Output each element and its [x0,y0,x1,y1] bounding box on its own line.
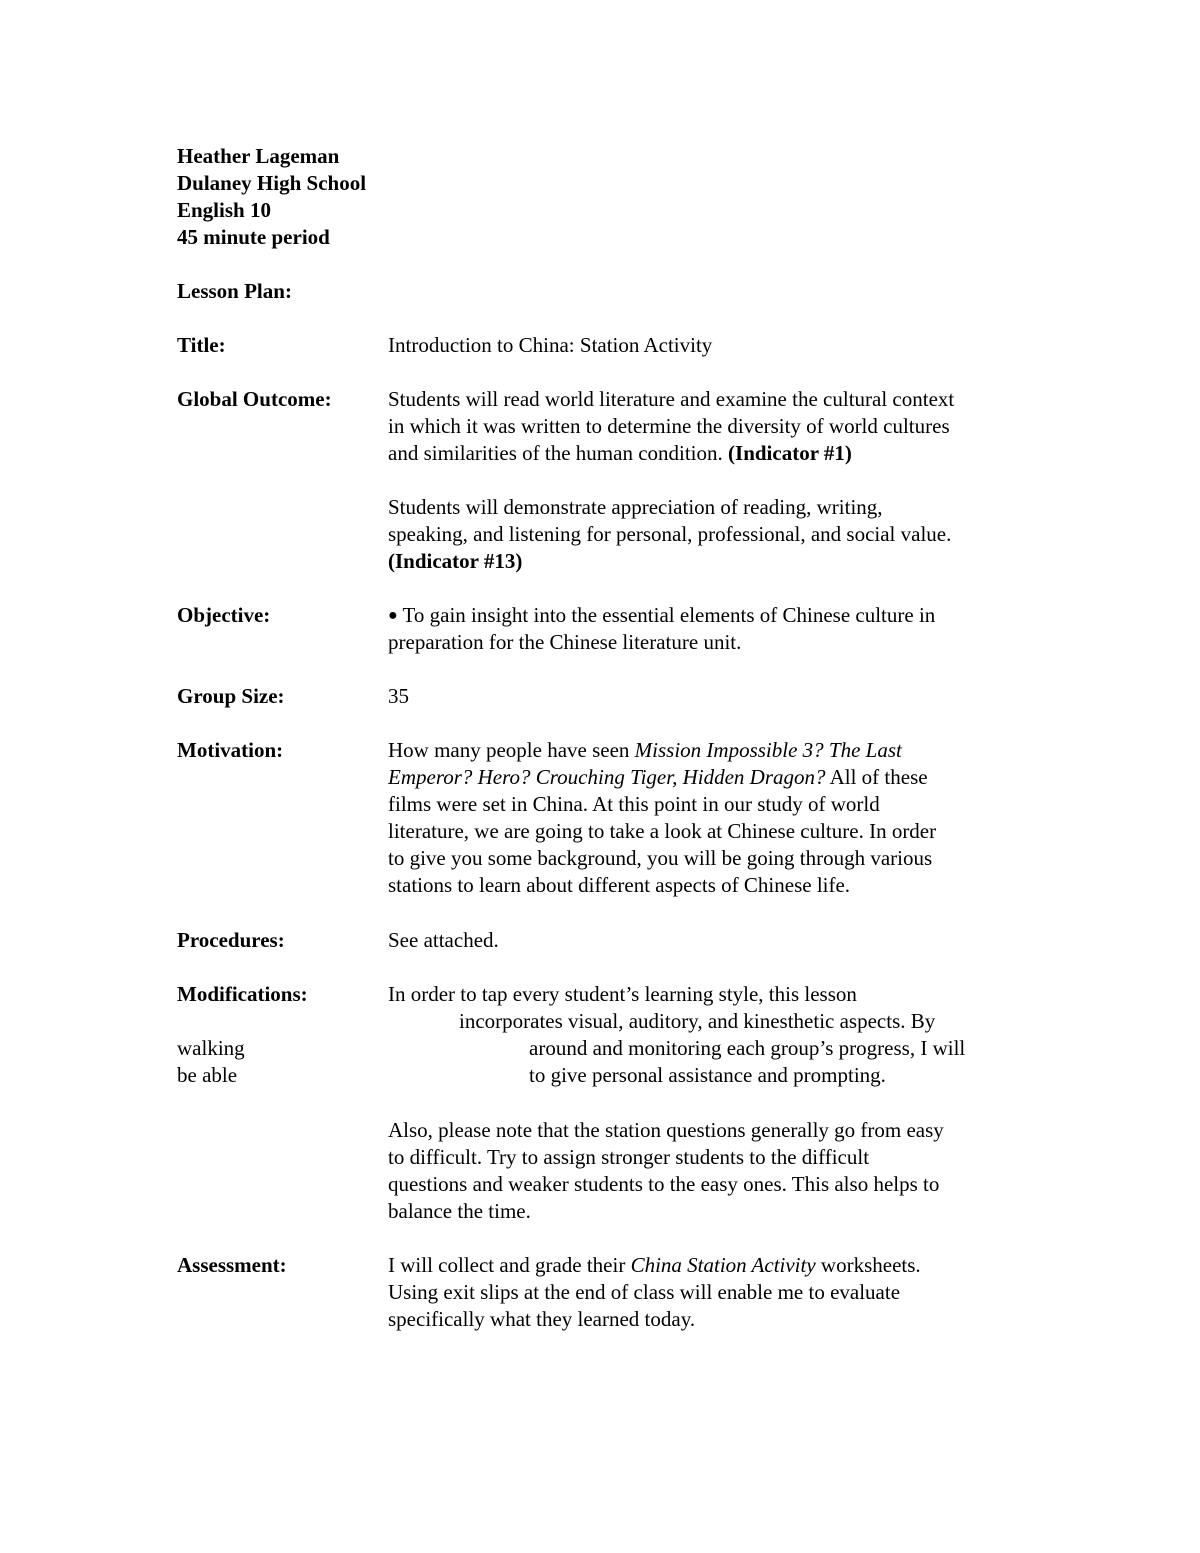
text-span: How many people have seen [388,738,635,762]
assessment-label: Assessment: [177,1253,287,1277]
indicator-1: (Indicator #1) [728,441,852,465]
group-size-value: 35 [388,684,409,708]
global-outcome-label: Global Outcome: [177,387,332,411]
text-line [388,764,1038,791]
bullet-icon: ● [388,607,398,624]
text-line: questions and weaker students to the easy ones. This also helps to [388,1172,940,1196]
worksheet-title: China Station Activity [630,1253,816,1277]
title-value: Introduction to China: Station Activity [388,333,713,357]
text-line: specifically what they learned today. [388,1307,696,1331]
lesson-plan-heading: Lesson Plan: [177,279,292,303]
text-span: worksheets. [815,1253,921,1277]
group-size-label: Group Size: [177,684,285,708]
modifications-line-4: to give personal assistance and prompting. [529,1063,886,1087]
text-line: Students will demonstrate appreciation of reading, writing, [388,495,883,519]
assessment-text [388,1252,1038,1333]
text-span: All of these [825,765,928,789]
modifications-note [388,1117,1038,1225]
text-line: Using exit slips at the end of class will enable me to evaluate [388,1280,901,1304]
film-titles: Emperor? Hero? Crouching Tiger, Hidden Dragon? [388,765,826,789]
modifications-walking: walking [177,1036,245,1060]
author-name: Heather Lageman [177,144,340,168]
text-line: speaking, and listening for personal, professional, and social value. [388,522,952,546]
text-line [388,440,1038,467]
title-label: Title: [177,333,226,357]
objective-label: Objective: [177,603,271,627]
text-line [388,602,1038,629]
modifications-line-1: In order to tap every student’s learning style, this lesson [388,982,857,1006]
objective-text [388,602,1038,656]
procedures-label: Procedures: [177,928,285,952]
text-line: Students will read world literature and examine the cultural context [388,387,955,411]
film-titles: Mission Impossible 3? The Last [634,738,902,762]
text-line: Also, please note that the station questions generally go from easy [388,1118,944,1142]
text-line [388,1252,1038,1279]
text-span: and similarities of the human condition. [388,441,729,465]
text-line [388,737,1038,764]
motivation-label: Motivation: [177,738,284,762]
text-span: I will collect and grade their [388,1253,631,1277]
indicator-13: (Indicator #13) [388,549,523,573]
text-line: literature, we are going to take a look at Chinese culture. In order [388,819,937,843]
text-line: balance the time. [388,1199,531,1223]
modifications-be-able: be able [177,1063,238,1087]
text-line: in which it was written to determine the diversity of world cultures [388,414,950,438]
modifications-line-2: incorporates visual, auditory, and kinesthetic aspects. By [459,1009,936,1033]
school-name: Dulaney High School [177,171,367,195]
motivation-text [388,737,1038,899]
global-outcome-text [388,386,1038,575]
text-line: preparation for the Chinese literature unit. [388,630,742,654]
header-block [177,143,366,251]
modifications-line-3: around and monitoring each group’s progress, I will [529,1036,966,1060]
text-line: stations to learn about different aspects of Chinese life. [388,873,851,897]
text-line: to difficult. Try to assign stronger students to the difficult [388,1145,870,1169]
text-line: films were set in China. At this point in our study of world [388,792,880,816]
text-span: To gain insight into the essential elements of Chinese culture in [397,603,936,627]
course-name: English 10 [177,198,271,222]
text-line: to give you some background, you will be going through various [388,846,933,870]
procedures-value: See attached. [388,928,499,952]
modifications-label: Modifications: [177,982,308,1006]
class-period: 45 minute period [177,225,330,249]
